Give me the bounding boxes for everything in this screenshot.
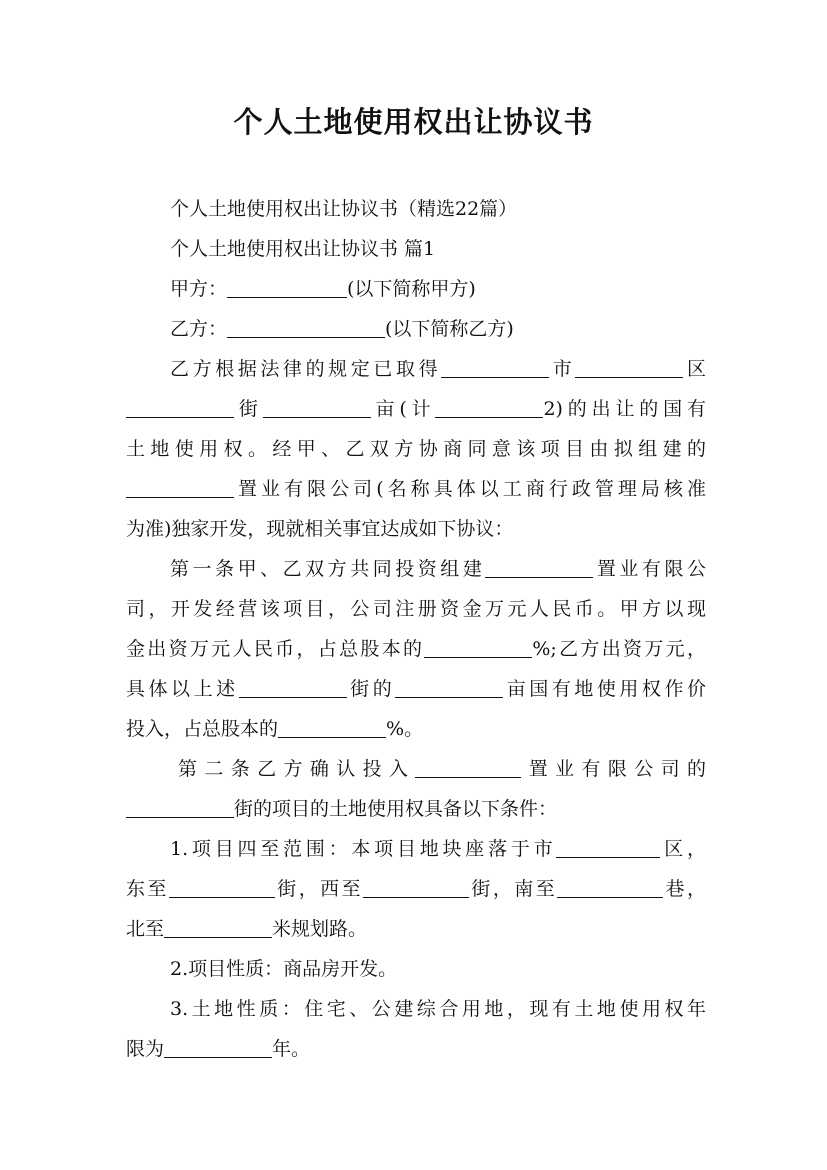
art1-line1: 第一条甲、乙双方共同投资组建 置业有限公 <box>170 551 706 587</box>
art2-line2: 街的项目的土地使用权具备以下条件： <box>126 791 706 827</box>
blank-field <box>415 755 521 778</box>
blank-field <box>363 875 469 898</box>
item3-line1: 3.土地性质：住宅、公建综合用地，现有土地使用权年 <box>170 998 706 1020</box>
para1-line3: 土地使用权。经甲、乙双方协商同意该项目由拟组建的 <box>126 438 706 460</box>
blank-field <box>126 795 234 818</box>
blank-field <box>575 355 683 378</box>
item1-line1: 1.项目四至范围：本项目地块座落于市 区， <box>170 831 706 867</box>
blank-field <box>263 395 371 418</box>
art1-line3: 金出资万元人民币，占总股本的 %;乙方出资万元， <box>126 631 706 667</box>
blank-field <box>164 1035 272 1058</box>
subtitle: 个人土地使用权出让协议书（精选22篇） <box>170 198 518 220</box>
blank-field <box>485 555 593 578</box>
art1-line5: 投入，占总股本的 %。 <box>126 711 706 747</box>
blank-field <box>227 275 347 298</box>
document-title: 个人土地使用权出让协议书 <box>233 105 594 139</box>
section-heading: 个人土地使用权出让协议书 篇1 <box>170 238 436 260</box>
art2-line1: 第二条乙方确认投入 置业有限公司的 <box>178 751 706 787</box>
blank-field <box>557 875 663 898</box>
blank-field <box>164 915 272 938</box>
para1-line1: 乙方根据法律的规定已取得 市 区 <box>170 351 706 387</box>
art1-line2: 司，开发经营该项目，公司注册资金万元人民币。甲方以现 <box>126 598 706 620</box>
blank-field <box>126 395 234 418</box>
blank-field <box>556 835 660 858</box>
blank-field <box>395 675 503 698</box>
item1-line2: 东至 街，西至 街，南至 巷， <box>126 871 706 907</box>
party-b-line: 乙方： (以下简称乙方) <box>170 311 750 347</box>
blank-field <box>126 475 234 498</box>
party-a-line: 甲方： (以下简称甲方) <box>170 271 750 307</box>
blank-field <box>169 875 275 898</box>
para1-line5: 为准)独家开发，现就相关事宜达成如下协议： <box>126 518 514 540</box>
item3-line2: 限为 年。 <box>126 1031 706 1067</box>
item1-line3: 北至 米规划路。 <box>126 911 706 947</box>
blank-field <box>424 635 532 658</box>
blank-field <box>239 675 347 698</box>
para1-line4: 置业有限公司(名称具体以工商行政管理局核准 <box>126 471 706 507</box>
item2-line: 2.项目性质：商品房开发。 <box>170 958 398 980</box>
blank-field <box>441 355 549 378</box>
blank-field <box>278 715 386 738</box>
para1-line2: 街 亩(计 2)的出让的国有 <box>126 391 706 427</box>
blank-field <box>435 395 543 418</box>
blank-field <box>227 315 385 338</box>
art1-line4: 具体以上述 街的 亩国有地使用权作价 <box>126 671 706 707</box>
